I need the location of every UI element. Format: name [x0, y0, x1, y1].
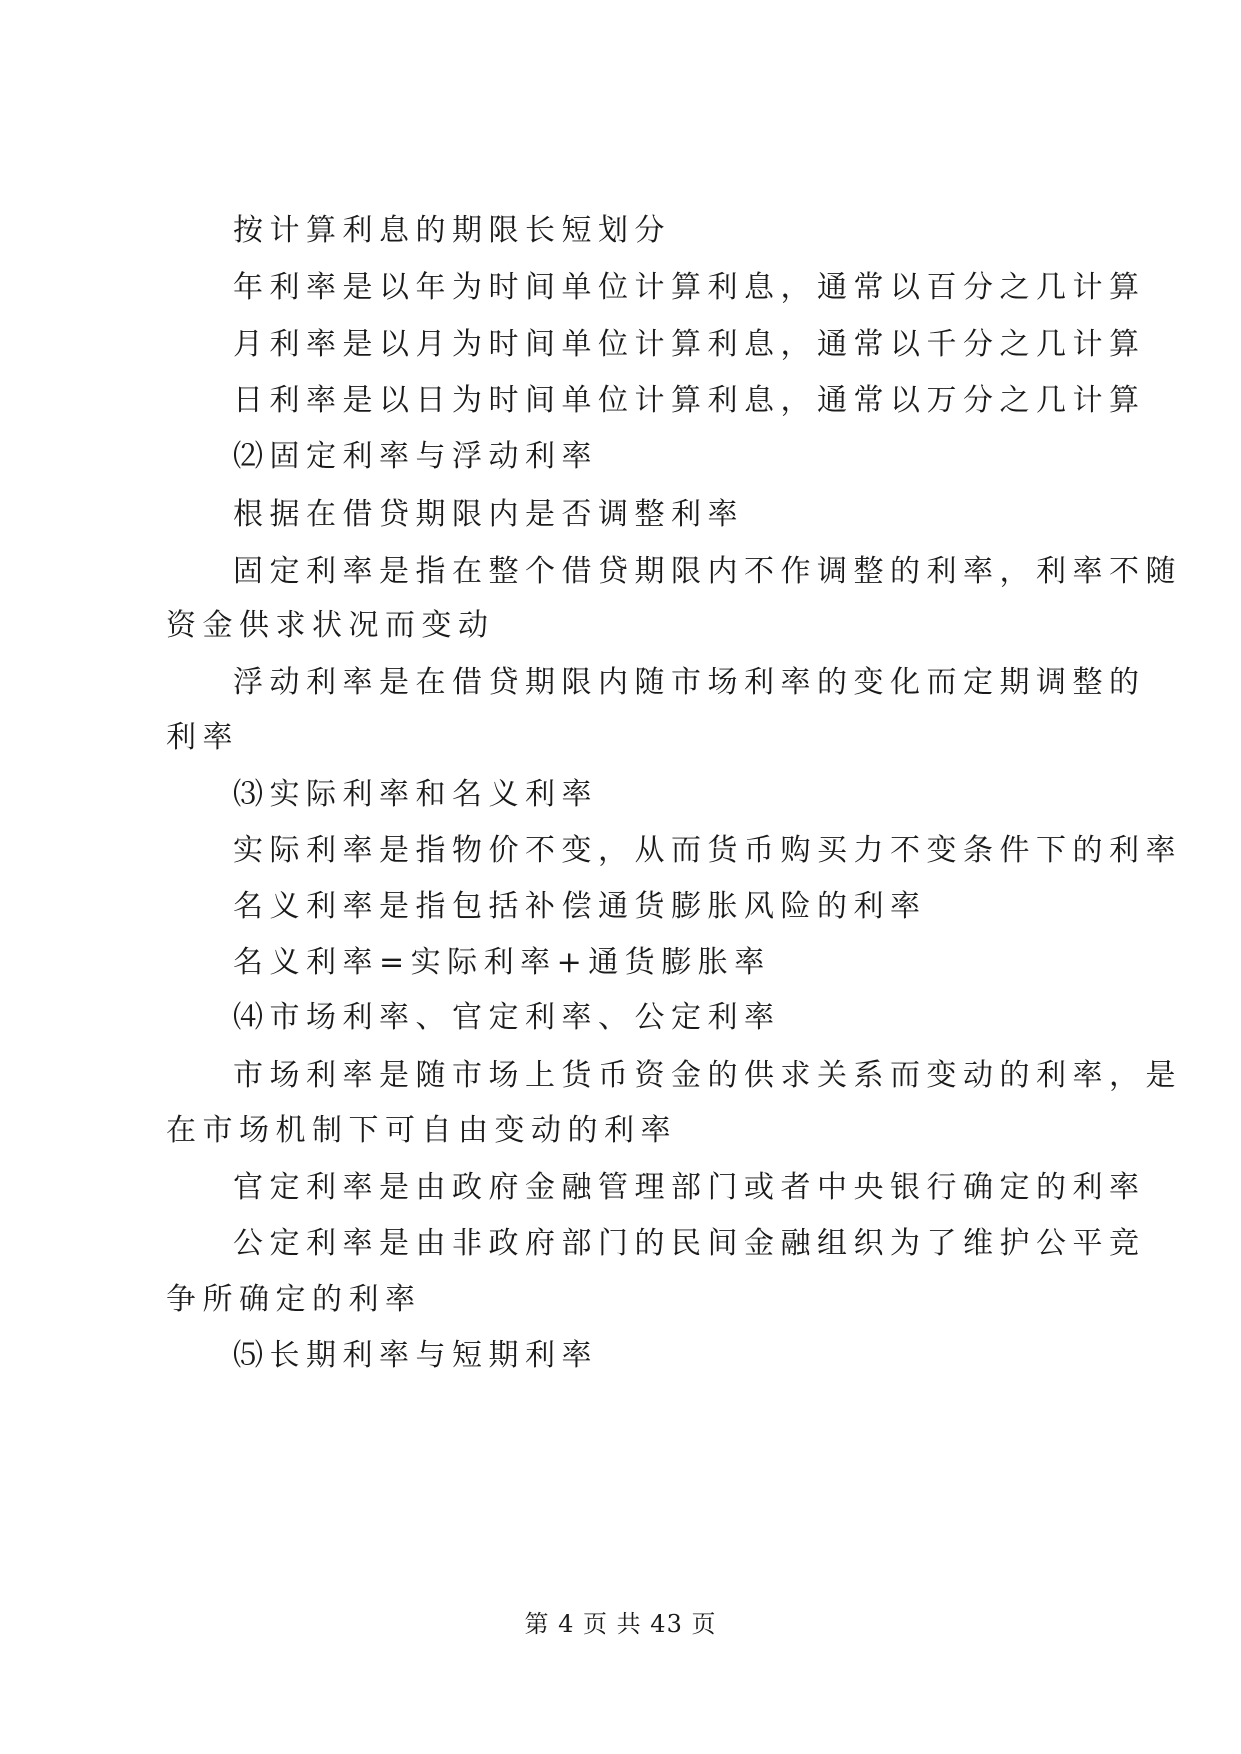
- text-line: 官定利率是由政府金融管理部门或者中央银行确定的利率: [233, 1170, 1146, 1205]
- text-line: 根据在借贷期限内是否调整利率: [233, 497, 744, 532]
- text-line: 按计算利息的期限长短划分: [233, 213, 671, 248]
- text-line: 名义利率=实际利率+通货膨胀率: [233, 945, 771, 980]
- page-number-footer: 第 4 页 共 43 页: [524, 1610, 717, 1638]
- text-line: 公定利率是由非政府部门的民间金融组织为了维护公平竞: [233, 1226, 1146, 1261]
- text-line: 在市场机制下可自由变动的利率: [166, 1113, 677, 1148]
- text-line: 资金供求状况而变动: [166, 608, 495, 643]
- text-line: 名义利率是指包括补偿通货膨胀风险的利率: [233, 889, 927, 924]
- text-line: 月利率是以月为时间单位计算利息，通常以千分之几计算: [233, 327, 1146, 362]
- text-line: 市场利率是随市场上货币资金的供求关系而变动的利率，是: [233, 1058, 1182, 1093]
- text-line: 利率: [166, 720, 239, 755]
- section-heading: ⑷市场利率、官定利率、公定利率: [233, 1000, 781, 1035]
- text-line: 日利率是以日为时间单位计算利息，通常以万分之几计算: [233, 383, 1146, 418]
- section-heading: ⑸长期利率与短期利率: [233, 1338, 598, 1373]
- section-heading: ⑶实际利率和名义利率: [233, 777, 598, 812]
- text-line: 实际利率是指物价不变，从而货币购买力不变条件下的利率: [233, 833, 1182, 868]
- text-line: 年利率是以年为时间单位计算利息，通常以百分之几计算: [233, 270, 1146, 305]
- text-line: 争所确定的利率: [166, 1282, 422, 1317]
- text-line: 浮动利率是在借贷期限内随市场利率的变化而定期调整的: [233, 665, 1146, 700]
- section-heading: ⑵固定利率与浮动利率: [233, 439, 598, 474]
- text-line: 固定利率是指在整个借贷期限内不作调整的利率，利率不随: [233, 554, 1182, 589]
